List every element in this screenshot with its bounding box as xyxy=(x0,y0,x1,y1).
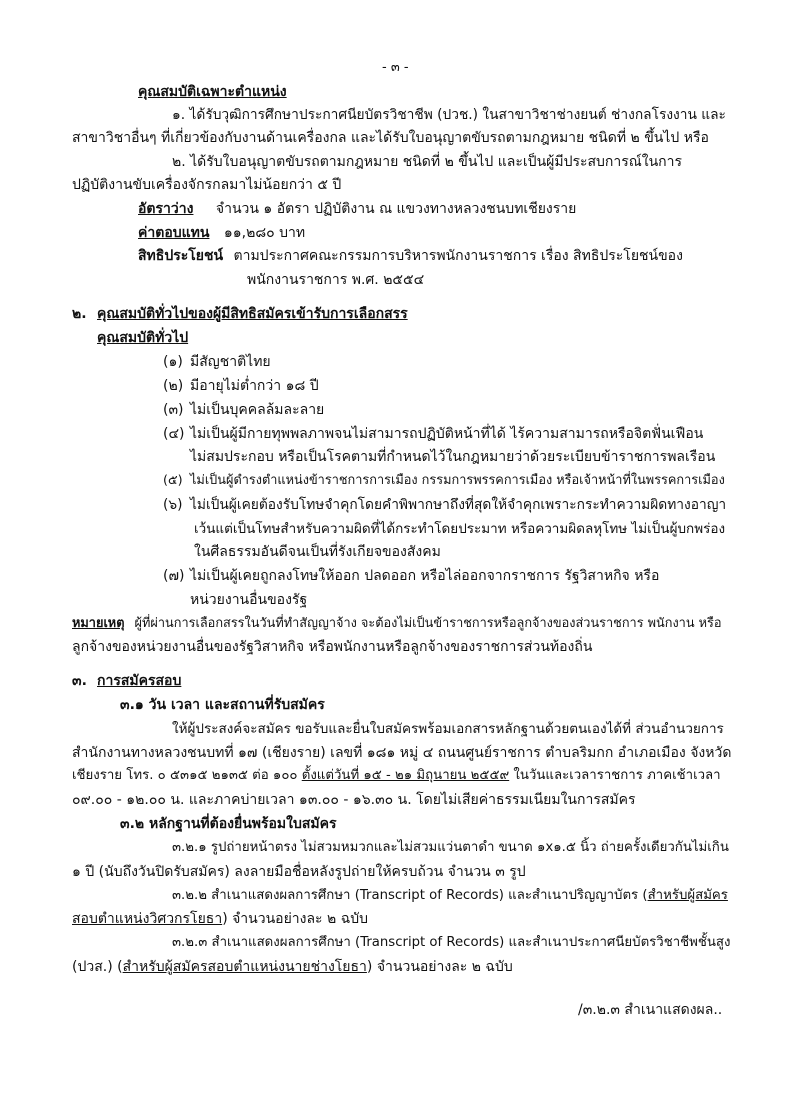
gen-qual-num-4: (๔) xyxy=(163,426,185,442)
gen-qual-text-6a: ไม่เป็นผู้เคยต้องรับโทษจำคุกโดยคำพิพากษาถึงที่สุดให้จำคุกเพราะกระทำความผิดทางอาญา xyxy=(190,497,727,513)
vacancy-line xyxy=(138,201,576,218)
gen-qual-item-5 xyxy=(163,473,725,488)
gen-qual-text-3: ไม่เป็นบุคคลล้มละลาย xyxy=(190,402,325,418)
note-label: หมายเหตุ xyxy=(72,616,125,631)
note-line xyxy=(72,616,722,631)
gen-qual-item-4 xyxy=(163,426,704,443)
s322-count: ) จำนวนอย่างละ ๒ ฉบับ xyxy=(222,911,369,927)
s323-line1: ๓.๒.๓ สำเนาแสดงผลการศึกษา (Transcript of Records) และสำเนาประกาศนียบัตรวิชาชีพชั้นสูง xyxy=(172,935,731,950)
gen-qual-text-6b: เว้นแต่เป็นโทษสำหรับความผิดที่ได้กระทำโดยประมาท หรือความผิดลหุโทษ ไม่เป็นผู้บกพร่อง xyxy=(194,521,726,537)
s322-underlined-b: สอบตำแหน่งวิศวกรโยธา xyxy=(72,911,223,927)
gen-qual-text-6c: ในศีลธรรมอันดีจนเป็นที่รังเกียจของสังคม xyxy=(194,544,441,560)
position-qual-item1-line2: สาขาวิชาอื่นๆ ที่เกี่ยวข้องกับงานด้านเครื่องกล และได้รับใบอนุญาตขับรถตามกฎหมาย ชนิดที่ ๒ ขึ้นไป หรือ xyxy=(72,130,709,146)
pay-value: ๑๑,๒๘๐ บาท xyxy=(223,225,306,241)
benefit-value-line2: พนักงานราชการ พ.ศ. ๒๕๕๔ xyxy=(247,272,425,288)
section2-subheading: คุณสมบัติทั่วไป xyxy=(97,330,189,346)
s321-line2: ๑ ปี (นับถึงวันปิดรับสมัคร) ลงลายมือชื่อหลังรูปถ่ายให้ครบถ้วน จำนวน ๓ รูป xyxy=(72,864,526,880)
s31-line2: สำนักงานทางหลวงชนบทที่ ๑๗ (เชียงราย) เลขที่ ๑๘๑ หมู่ ๔ ถนนศูนย์ราชการ ตำบลริมกก อำเภอเมือง จังหวัด xyxy=(72,745,732,761)
gen-qual-text-5: ไม่เป็นผู้ดำรงตำแหน่งข้าราชการการเมือง กรรมการพรรคการเมือง หรือเจ้าหน้าที่ในพรรคการเมือง xyxy=(190,473,725,488)
gen-qual-item-3 xyxy=(163,402,325,419)
gen-qual-num-1: (๑) xyxy=(163,354,183,370)
gen-qual-num-3: (๓) xyxy=(163,402,184,418)
continuation-text: /๓.๒.๓ สำเนาแสดงผล.. xyxy=(578,1002,723,1018)
gen-qual-text-2: มีอายุไม่ต่ำกว่า ๑๘ ปี xyxy=(190,378,319,394)
gen-qual-item-7 xyxy=(163,568,660,585)
gen-qual-item-1 xyxy=(163,354,271,371)
s31-dates: ตั้งแต่วันที่ ๑๕ - ๒๑ มิถุนายน ๒๕๕๙ xyxy=(301,768,510,783)
gen-qual-item-6 xyxy=(163,497,727,514)
gen-qual-text-1: มีสัญชาติไทย xyxy=(190,354,271,370)
pay-label: ค่าตอบแทน xyxy=(138,225,210,241)
gen-qual-text-7b: หน่วยงานอื่นของรัฐ xyxy=(190,592,308,608)
page-number: - ๓ - xyxy=(382,60,409,75)
position-qual-item1-line1: ๑. ได้รับวุฒิการศึกษาประกาศนียบัตรวิชาชีพ (ปวช.) ในสาขาวิชาช่างยนต์ ช่างกลโรงงาน และ xyxy=(172,107,726,123)
gen-qual-num-7: (๗) xyxy=(163,568,185,584)
section3-heading: การสมัครสอบ xyxy=(97,673,182,689)
benefit-value: ตามประกาศคณะกรรมการบริหารพนักงานราชการ เรื่อง สิทธิประโยชน์ของ xyxy=(233,248,683,264)
s31-line4: ๐๙.๐๐ - ๑๒.๐๐ น. และภาคบ่ายเวลา ๑๓.๐๐ - ๑๖.๓๐ น. โดยไม่เสียค่าธรรมเนียมในการสมัคร xyxy=(72,792,636,808)
note-text-line1: ผู้ที่ผ่านการเลือกสรรในวันที่ทำสัญญาจ้าง จะต้องไม่เป็นข้าราชการหรือลูกจ้างของส่วนราชการ พนักงาน หรือ xyxy=(134,616,722,631)
gen-qual-text-4a: ไม่เป็นผู้มีกายทุพพลภาพจนไม่สามารถปฏิบัติหน้าที่ได้ ไร้ความสามารถหรือจิตฟั่นเฟือน xyxy=(190,426,704,442)
note-text-line2: ลูกจ้างของหน่วยงานอื่นของรัฐวิสาหกิจ หรือพนักงานหรือลูกจ้างของราชการส่วนท้องถิ่น xyxy=(72,639,593,655)
s322-line2 xyxy=(72,911,368,928)
benefit-label: สิทธิประโยชน์ xyxy=(138,248,224,264)
s322-underlined-a: สำหรับผู้สมัคร xyxy=(647,888,728,903)
s322-text: ๓.๒.๒ สำเนาแสดงผลการศึกษา (Transcript of Records) และสำเนาปริญญาบัตร ( xyxy=(172,888,648,903)
section2-heading: คุณสมบัติทั่วไปของผู้มีสิทธิสมัครเข้ารับการเลือกสรร xyxy=(97,306,408,322)
gen-qual-num-6: (๖) xyxy=(163,497,183,513)
s321-line1: ๓.๒.๑ รูปถ่ายหน้าตรง ไม่สวมหมวกและไม่สวมแว่นตาดำ ขนาด ๑x๑.๕ นิ้ว ถ่ายครั้งเดียวกันไม่เกิน xyxy=(172,840,729,855)
section3-number: ๓. xyxy=(72,673,87,689)
section2-number: ๒. xyxy=(72,306,87,322)
vacancy-value: จำนวน ๑ อัตรา ปฏิบัติงาน ณ แขวงทางหลวงชนบทเชียงราย xyxy=(215,201,577,217)
s31-line1: ให้ผู้ประสงค์จะสมัคร ขอรับและยื่นใบสมัครพร้อมเอกสารหลักฐานด้วยตนเองได้ที่ ส่วนอำนวยการ xyxy=(172,721,724,737)
s31-phone: เชียงราย โทร. ๐ ๕๓๑๕ ๒๑๓๕ ต่อ ๑๐๐ xyxy=(72,768,298,783)
s323-prefix: (ปวส.) ( xyxy=(72,959,123,975)
s31-line3 xyxy=(72,768,721,784)
s32-heading: ๓.๒ หลักฐานที่ต้องยื่นพร้อมใบสมัคร xyxy=(120,816,337,832)
position-qual-item2-line2: ปฏิบัติงานขับเครื่องจักรกลมาไม่น้อยกว่า ๕ ปี xyxy=(72,177,342,193)
gen-qual-text-4b: ไม่สมประกอบ หรือเป็นโรคตามที่กำหนดไว้ในกฎหมายว่าด้วยระเบียบข้าราชการพลเรือน xyxy=(190,449,716,465)
benefit-line xyxy=(138,248,683,265)
gen-qual-text-7a: ไม่เป็นผู้เคยถูกลงโทษให้ออก ปลดออก หรือไล่ออกจากราชการ รัฐวิสาหกิจ หรือ xyxy=(190,568,660,584)
s31-heading: ๓.๑ วัน เวลา และสถานที่รับสมัคร xyxy=(120,697,325,713)
vacancy-label: อัตราว่าง xyxy=(138,201,194,217)
gen-qual-item-2 xyxy=(163,378,319,395)
position-qual-item2-line1: ๒. ได้รับใบอนุญาตขับรถตามกฎหมาย ชนิดที่ ๒ ขึ้นไป และเป็นผู้มีประสบการณ์ในการ xyxy=(172,154,683,170)
s323-count: ) จำนวนอย่างละ ๒ ฉบับ xyxy=(366,959,513,975)
s31-hours-intro: ในวันและเวลาราชการ ภาคเช้าเวลา xyxy=(513,768,721,783)
s323-line2 xyxy=(72,959,513,976)
position-qual-heading: คุณสมบัติเฉพาะตำแหน่ง xyxy=(138,84,287,100)
gen-qual-num-2: (๒) xyxy=(163,378,184,394)
gen-qual-num-5: (๕) xyxy=(163,473,183,488)
pay-line xyxy=(138,225,305,242)
s322-line1 xyxy=(172,888,728,904)
s323-underlined: สำหรับผู้สมัครสอบตำแหน่งนายช่างโยธา xyxy=(122,959,367,975)
